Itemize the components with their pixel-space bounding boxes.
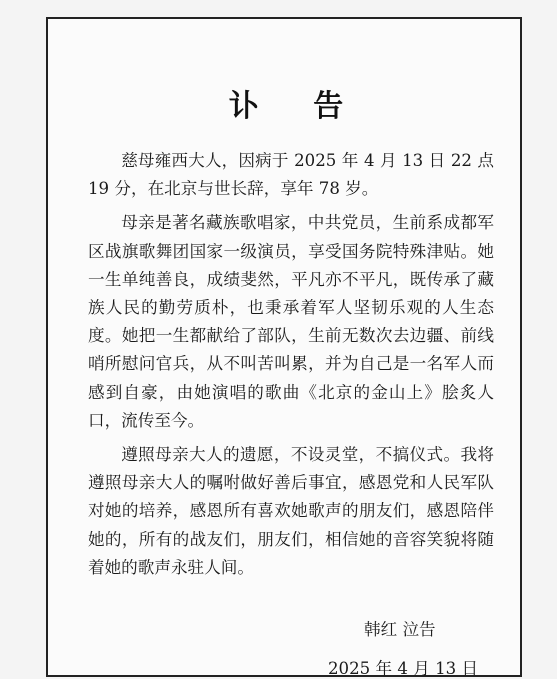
notice-body bbox=[88, 147, 494, 588]
notice-title: 讣 告 bbox=[228, 89, 366, 124]
obituary-notice bbox=[46, 17, 522, 677]
paragraph-arrangements: 遵照母亲大人的遗愿，不设灵堂，不搞仪式。我将遵照母亲大人的嘱咐做好善后事宜，感恩党和人民军队对她的培养，感恩所有喜欢她歌声的朋友们，感恩陪伴她的，所有的战友们，朋友们，相信她的音容笑貌将随着她的歌声永驻人间。 bbox=[88, 445, 494, 577]
paragraph-announcement: 慈母雍西大人，因病于 2025 年 4 月 13 日 22 点 19 分，在北京与世长辞，享年 78 岁。 bbox=[88, 151, 494, 199]
paragraph-biography: 母亲是著名藏族歌唱家，中共党员，生前系成都军区战旗歌舞团国家一级演员，享受国务院特殊津贴。她一生单纯善良，成绩斐然，平凡亦不平凡，既传承了藏族人民的勤劳质朴，也秉承着军人坚韧乐观的人生态度。她把一生都献给了部队，生前无数次去边疆、前线哨所慰问官兵，从不叫苦叫累，并为自己是一名军人而感到自豪，由她演唱的歌曲《北京的金山上》脍炙人口，流传至今。 bbox=[88, 213, 494, 430]
signature: 韩红 泣告 bbox=[364, 620, 436, 639]
notice-date: 2025 年 4 月 13 日 bbox=[328, 659, 479, 678]
